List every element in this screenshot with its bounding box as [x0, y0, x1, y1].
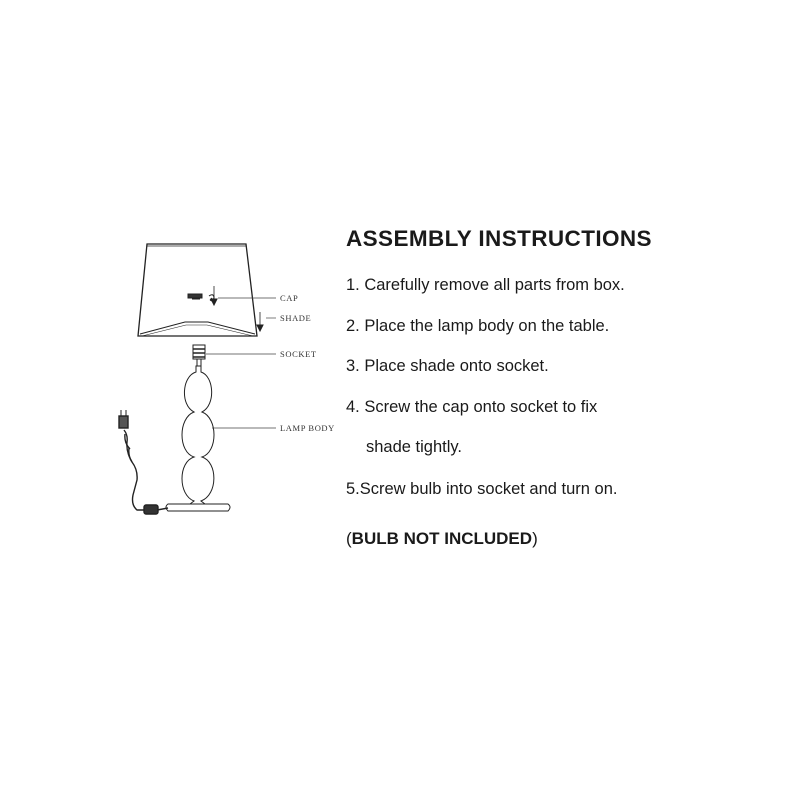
bulb-not-included-note: [346, 529, 538, 549]
lamp-body-label: LAMP BODY: [280, 423, 335, 433]
power-cord: [119, 410, 168, 514]
cap-part: [188, 294, 214, 301]
page-title: ASSEMBLY INSTRUCTIONS: [346, 226, 652, 251]
step-4: 4. Screw the cap onto socket to fix: [346, 398, 598, 416]
step-5: 5.Screw bulb into socket and turn on.: [346, 480, 618, 498]
cap-label: CAP: [280, 293, 299, 303]
step-1: 1. Carefully remove all parts from box.: [346, 276, 625, 294]
step-3: 3. Place shade onto socket.: [346, 357, 549, 375]
socket-label: SOCKET: [280, 349, 317, 359]
leader-lines: [206, 298, 276, 428]
socket-part: [193, 345, 205, 366]
step-4-continued: shade tightly.: [366, 438, 463, 456]
note-text: BULB NOT INCLUDED: [351, 529, 533, 548]
lamp-body-part: [166, 366, 230, 511]
note-open-paren: (: [346, 529, 352, 548]
shade-label: SHADE: [280, 313, 312, 323]
step-2: 2. Place the lamp body on the table.: [346, 317, 610, 335]
lamp-shade: [138, 244, 257, 336]
note-close-paren: ): [532, 529, 538, 548]
